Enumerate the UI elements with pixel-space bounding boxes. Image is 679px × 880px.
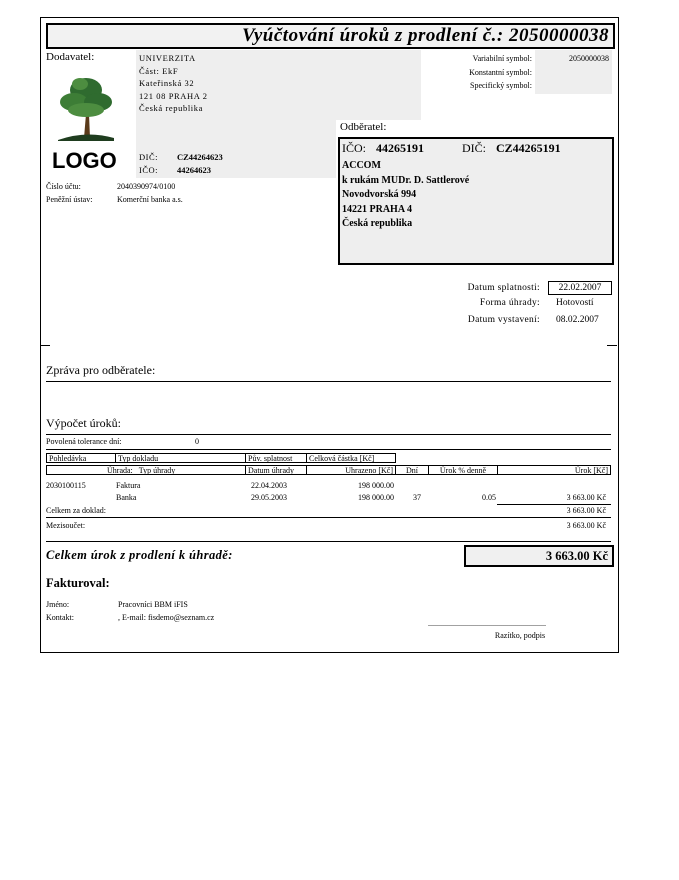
col-uhrada: Úhrada:: [107, 466, 133, 475]
col-typ-uhrady: Typ úhrady: [138, 466, 176, 475]
supplier-name: UNIVERZITA: [139, 53, 196, 63]
table-row-1-date: 29.05.2003: [251, 493, 287, 502]
calc-heading: Výpočet úroků:: [46, 416, 121, 430]
payment-form-label: Forma úhrady:: [479, 298, 540, 308]
customer-dic: CZ44265191: [496, 141, 561, 155]
table-row-0-type: Faktura: [116, 481, 141, 490]
grand-total-value: 3 663.00 Kč: [464, 545, 614, 567]
table-row-0-amount: 198 000.00: [358, 481, 394, 490]
fold-mark-right: [607, 345, 617, 346]
total-doc-divider: [46, 517, 611, 518]
account-label: Číslo účtu:: [46, 182, 81, 191]
customer-ico: 44265191: [376, 141, 424, 155]
document-title-box: [46, 23, 615, 49]
customer-ico-label: IČO:: [342, 141, 366, 155]
bank-name: Komerční banka a.s.: [117, 195, 183, 204]
contact-value: , E-mail: fisdemo@seznam.cz: [118, 613, 215, 622]
subtotal-label: Mezisoučet:: [46, 521, 86, 530]
row-sum-line: [497, 504, 611, 505]
col-uhrazeno: Uhrazeno [Kč]: [306, 465, 396, 475]
issue-date-label: Datum vystavení:: [467, 315, 540, 325]
invoiced-heading: Fakturoval:: [46, 576, 110, 590]
subtotal-value: 3 663.00 Kč: [566, 521, 606, 530]
col-puv-splatnost: Pův. splatnost: [245, 453, 307, 463]
col-urok: Úrok [Kč]: [497, 465, 611, 475]
tree-icon: [56, 72, 116, 142]
name-value: Pracovníci BBM iFIS: [118, 600, 188, 609]
table-row-1-type: Banka: [116, 493, 137, 502]
table-row-0-doc: 2030100115: [46, 481, 86, 490]
supplier-ico-label: IČO:: [139, 165, 158, 175]
col-typ-dokladu: Typ dokladu: [115, 453, 246, 463]
due-date-label: Datum splatnosti:: [467, 283, 540, 293]
specific-symbol-label: Specifický symbol:: [470, 81, 532, 90]
col-urok-pct: Úrok % denně: [428, 465, 498, 475]
col-celkova-castka: Celková částka [Kč]: [306, 453, 396, 463]
payment-form: Hotovostí: [556, 298, 594, 308]
tolerance-divider: [46, 449, 611, 450]
supplier-country: Česká republika: [139, 103, 203, 113]
document-title: Vyúčtování úroků z prodlení č.: 2050000038: [242, 25, 609, 46]
supplier-street: Kateřinská 32: [139, 78, 195, 88]
customer-name: ACCOM: [342, 160, 381, 171]
tolerance-label: Povolená tolerance dní:: [46, 437, 122, 446]
supplier-part: Část: EkF: [139, 65, 179, 76]
due-date: 22.02.2007: [548, 281, 612, 295]
customer-street: Novodvorská 994: [342, 189, 417, 200]
signature-label: Razítko, podpis: [494, 631, 546, 640]
supplier-city: 121 08 PRAHA 2: [139, 90, 208, 101]
col-dni: Dní: [395, 465, 429, 475]
supplier-dic-label: DIČ:: [139, 152, 158, 162]
variable-symbol-label: Variabilní symbol:: [472, 54, 532, 63]
constant-symbol-label: Konstantní symbol:: [469, 67, 532, 77]
table-row-1-days: 37: [413, 493, 421, 502]
name-label: Jméno:: [46, 600, 70, 609]
customer-country: Česká republika: [342, 218, 413, 229]
contact-label: Kontakt:: [46, 613, 74, 622]
account-number: 2040390974/0100: [117, 182, 176, 191]
table-row-1-pct: 0.05: [482, 493, 496, 502]
bank-label: Peněžní ústav:: [46, 195, 93, 204]
calc-divider: [46, 434, 611, 435]
col-datum-uhrady: Datum úhrady: [245, 465, 307, 475]
customer-dic-label: DIČ:: [462, 141, 486, 155]
message-heading: Zpráva pro odběratele:: [46, 363, 156, 377]
customer-address: [342, 159, 469, 232]
supplier-address: [139, 52, 208, 115]
table-row-1-amount: 198 000.00: [358, 493, 394, 502]
tolerance-value: 0: [195, 437, 199, 446]
grand-total-divider: [46, 541, 611, 542]
customer-attn: k rukám MUDr. D. Sattlerové: [342, 174, 470, 186]
logo-text: LOGO: [52, 148, 117, 173]
issue-date: 08.02.2007: [556, 315, 599, 325]
supplier-dic: CZ44264623: [177, 152, 223, 162]
table-row-1-interest: 3 663.00 Kč: [566, 493, 606, 502]
total-doc-value: 3 663.00 Kč: [566, 506, 606, 515]
customer-city: 14221 PRAHA 4: [342, 203, 412, 215]
message-divider: [46, 381, 611, 382]
customer-heading: Odběratel:: [340, 121, 387, 133]
grand-total-label: Celkem úrok z prodlení k úhradě:: [46, 548, 233, 562]
supplier-ids-bg: [136, 120, 336, 178]
col-uhrada-group: [46, 465, 246, 475]
table-row-0-date: 22.04.2003: [251, 481, 287, 490]
signature-line: ...........................................................: [428, 619, 546, 628]
variable-symbol: 2050000038: [569, 54, 609, 63]
total-doc-label: Celkem za doklad:: [46, 506, 106, 515]
fold-mark-left: [40, 345, 50, 346]
supplier-ico: 44264623: [177, 165, 211, 175]
symbol-values: [535, 52, 609, 66]
supplier-heading: Dodavatel:: [46, 51, 95, 63]
col-pohledavka: Pohledávka: [46, 453, 116, 463]
symbol-labels: [420, 52, 532, 93]
